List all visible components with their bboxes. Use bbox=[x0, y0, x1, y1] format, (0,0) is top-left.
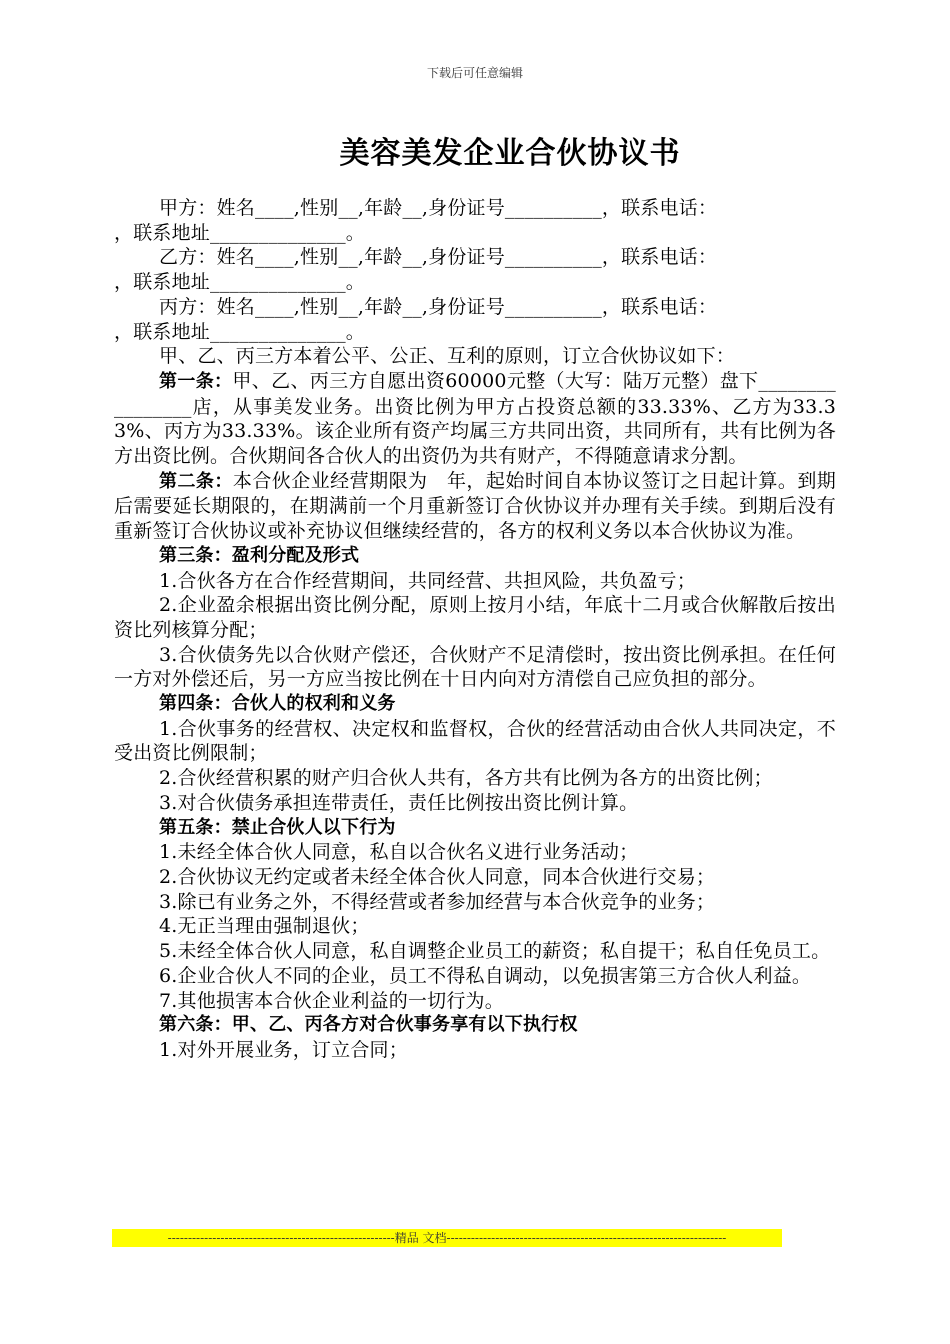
party-a bbox=[114, 196, 836, 245]
party-a-line1: 甲方：姓名____,性别__,年龄__,身份证号__________，联系电话： bbox=[159, 197, 718, 219]
article-5-heading: 第五条：禁止合伙人以下行为 bbox=[159, 816, 396, 838]
article-6-heading: 第六条：甲、乙、丙各方对合伙事务享有以下执行权 bbox=[159, 1014, 578, 1036]
party-b-line1: 乙方：姓名____,性别__,年龄__,身份证号__________，联系电话： bbox=[159, 246, 718, 269]
document-title: 美容美发企业合伙协议书 bbox=[339, 136, 681, 171]
article-4-item: 2.合伙经营积累的财产归合伙人共有，各方共有比例为各方的出资比例； bbox=[159, 767, 773, 790]
article-5-item: 4.无正当理由强制退伙； bbox=[159, 915, 370, 938]
article-3-item: 2.企业盈余根据出资比例分配，原则上按月小结，年底十二月或合伙解散后按出资比列核算分配； bbox=[114, 594, 836, 641]
party-b-line2: ，联系地址______________。 bbox=[114, 271, 366, 294]
article-4-heading: 第四条：合伙人的权利和义务 bbox=[159, 693, 396, 715]
page-footer-banner: --------------------------------------------------------精品 文档--------------------------------------------------------------------- bbox=[112, 1229, 782, 1247]
article-5-item: 3.除已有业务之外，不得经营或者参加经营与本合伙竞争的业务； bbox=[159, 890, 716, 913]
article-2-heading: 第二条： bbox=[159, 470, 233, 492]
page-header: 下载后可任意编辑 bbox=[426, 66, 523, 80]
article-4-item: 3.对合伙债务承担连带责任，责任比例按出资比例计算。 bbox=[159, 791, 639, 814]
article-5-item: 2.合伙协议无约定或者未经全体合伙人同意，同本合伙进行交易； bbox=[159, 865, 716, 888]
article-5-item: 5.未经全体合伙人同意，私自调整企业员工的薪资；私自提干；私自任免员工。 bbox=[159, 940, 831, 963]
party-c-line2: ，联系地址______________。 bbox=[114, 320, 366, 343]
party-c-line1: 丙方：姓名____,性别__,年龄__,身份证号__________，联系电话： bbox=[159, 295, 718, 318]
article-3-item: 3.合伙债务先以合伙财产偿还，合伙财产不足清偿时，按出资比例承担。在任何一方对外偿还后，另一方应当按比例在十日内向对方清偿自己应负担的部分。 bbox=[114, 643, 836, 691]
intro-paragraph: 甲、乙、丙三方本着公平、公正、互利的原则，订立合伙协议如下： bbox=[159, 345, 736, 368]
document-body bbox=[114, 196, 836, 1063]
article-1 bbox=[114, 369, 836, 469]
article-4-item: 1.合伙事务的经营权、决定权和监督权，合伙的经营活动由合伙人共同决定，不受出资比例限制； bbox=[114, 717, 836, 765]
article-1-heading: 第一条： bbox=[159, 370, 233, 392]
article-6-item: 1.对外开展业务，订立合同； bbox=[159, 1038, 408, 1061]
article-5-item: 6.企业合伙人不同的企业，员工不得私自调动，以免损害第三方合伙人利益。 bbox=[159, 964, 812, 987]
article-3-heading: 第三条：盈利分配及形式 bbox=[159, 544, 360, 566]
party-c bbox=[114, 295, 836, 344]
article-3-item: 1.合伙各方在合作经营期间，共同经营、共担风险，共负盈亏； bbox=[159, 569, 696, 592]
party-a-line2: ，联系地址______________。 bbox=[114, 221, 366, 244]
party-b bbox=[114, 245, 836, 294]
article-5-item: 7.其他损害本合伙企业利益的一切行为。 bbox=[159, 989, 504, 1012]
article-5-item: 1.未经全体合伙人同意，私自以合伙名义进行业务活动； bbox=[159, 841, 639, 864]
article-2 bbox=[114, 469, 836, 544]
article-1-text: 甲、乙、丙三方自愿出资60000元整（大写：陆万元整）盘下________________店，从事美发业务。出资比例为甲方占投资总额的33.33%、乙方为33.33%、丙方为33.33%。该企业所有资产均属三方共同出资，共同所有，共有比例为各方出资比例。合伙期间各合伙人的出资仍为共有财产，不得随意请求分割。 bbox=[114, 369, 836, 468]
article-2-text: 本合伙企业经营期限为 年，起始时间自本协议签订之日起计算。到期后需要延长期限的，在期满前一个月重新签订合伙协议并办理有关手续。到期后没有重新签订合伙协议或补充协议但继续经营的，各方的权利义务以本合伙协议为准。 bbox=[114, 469, 836, 543]
